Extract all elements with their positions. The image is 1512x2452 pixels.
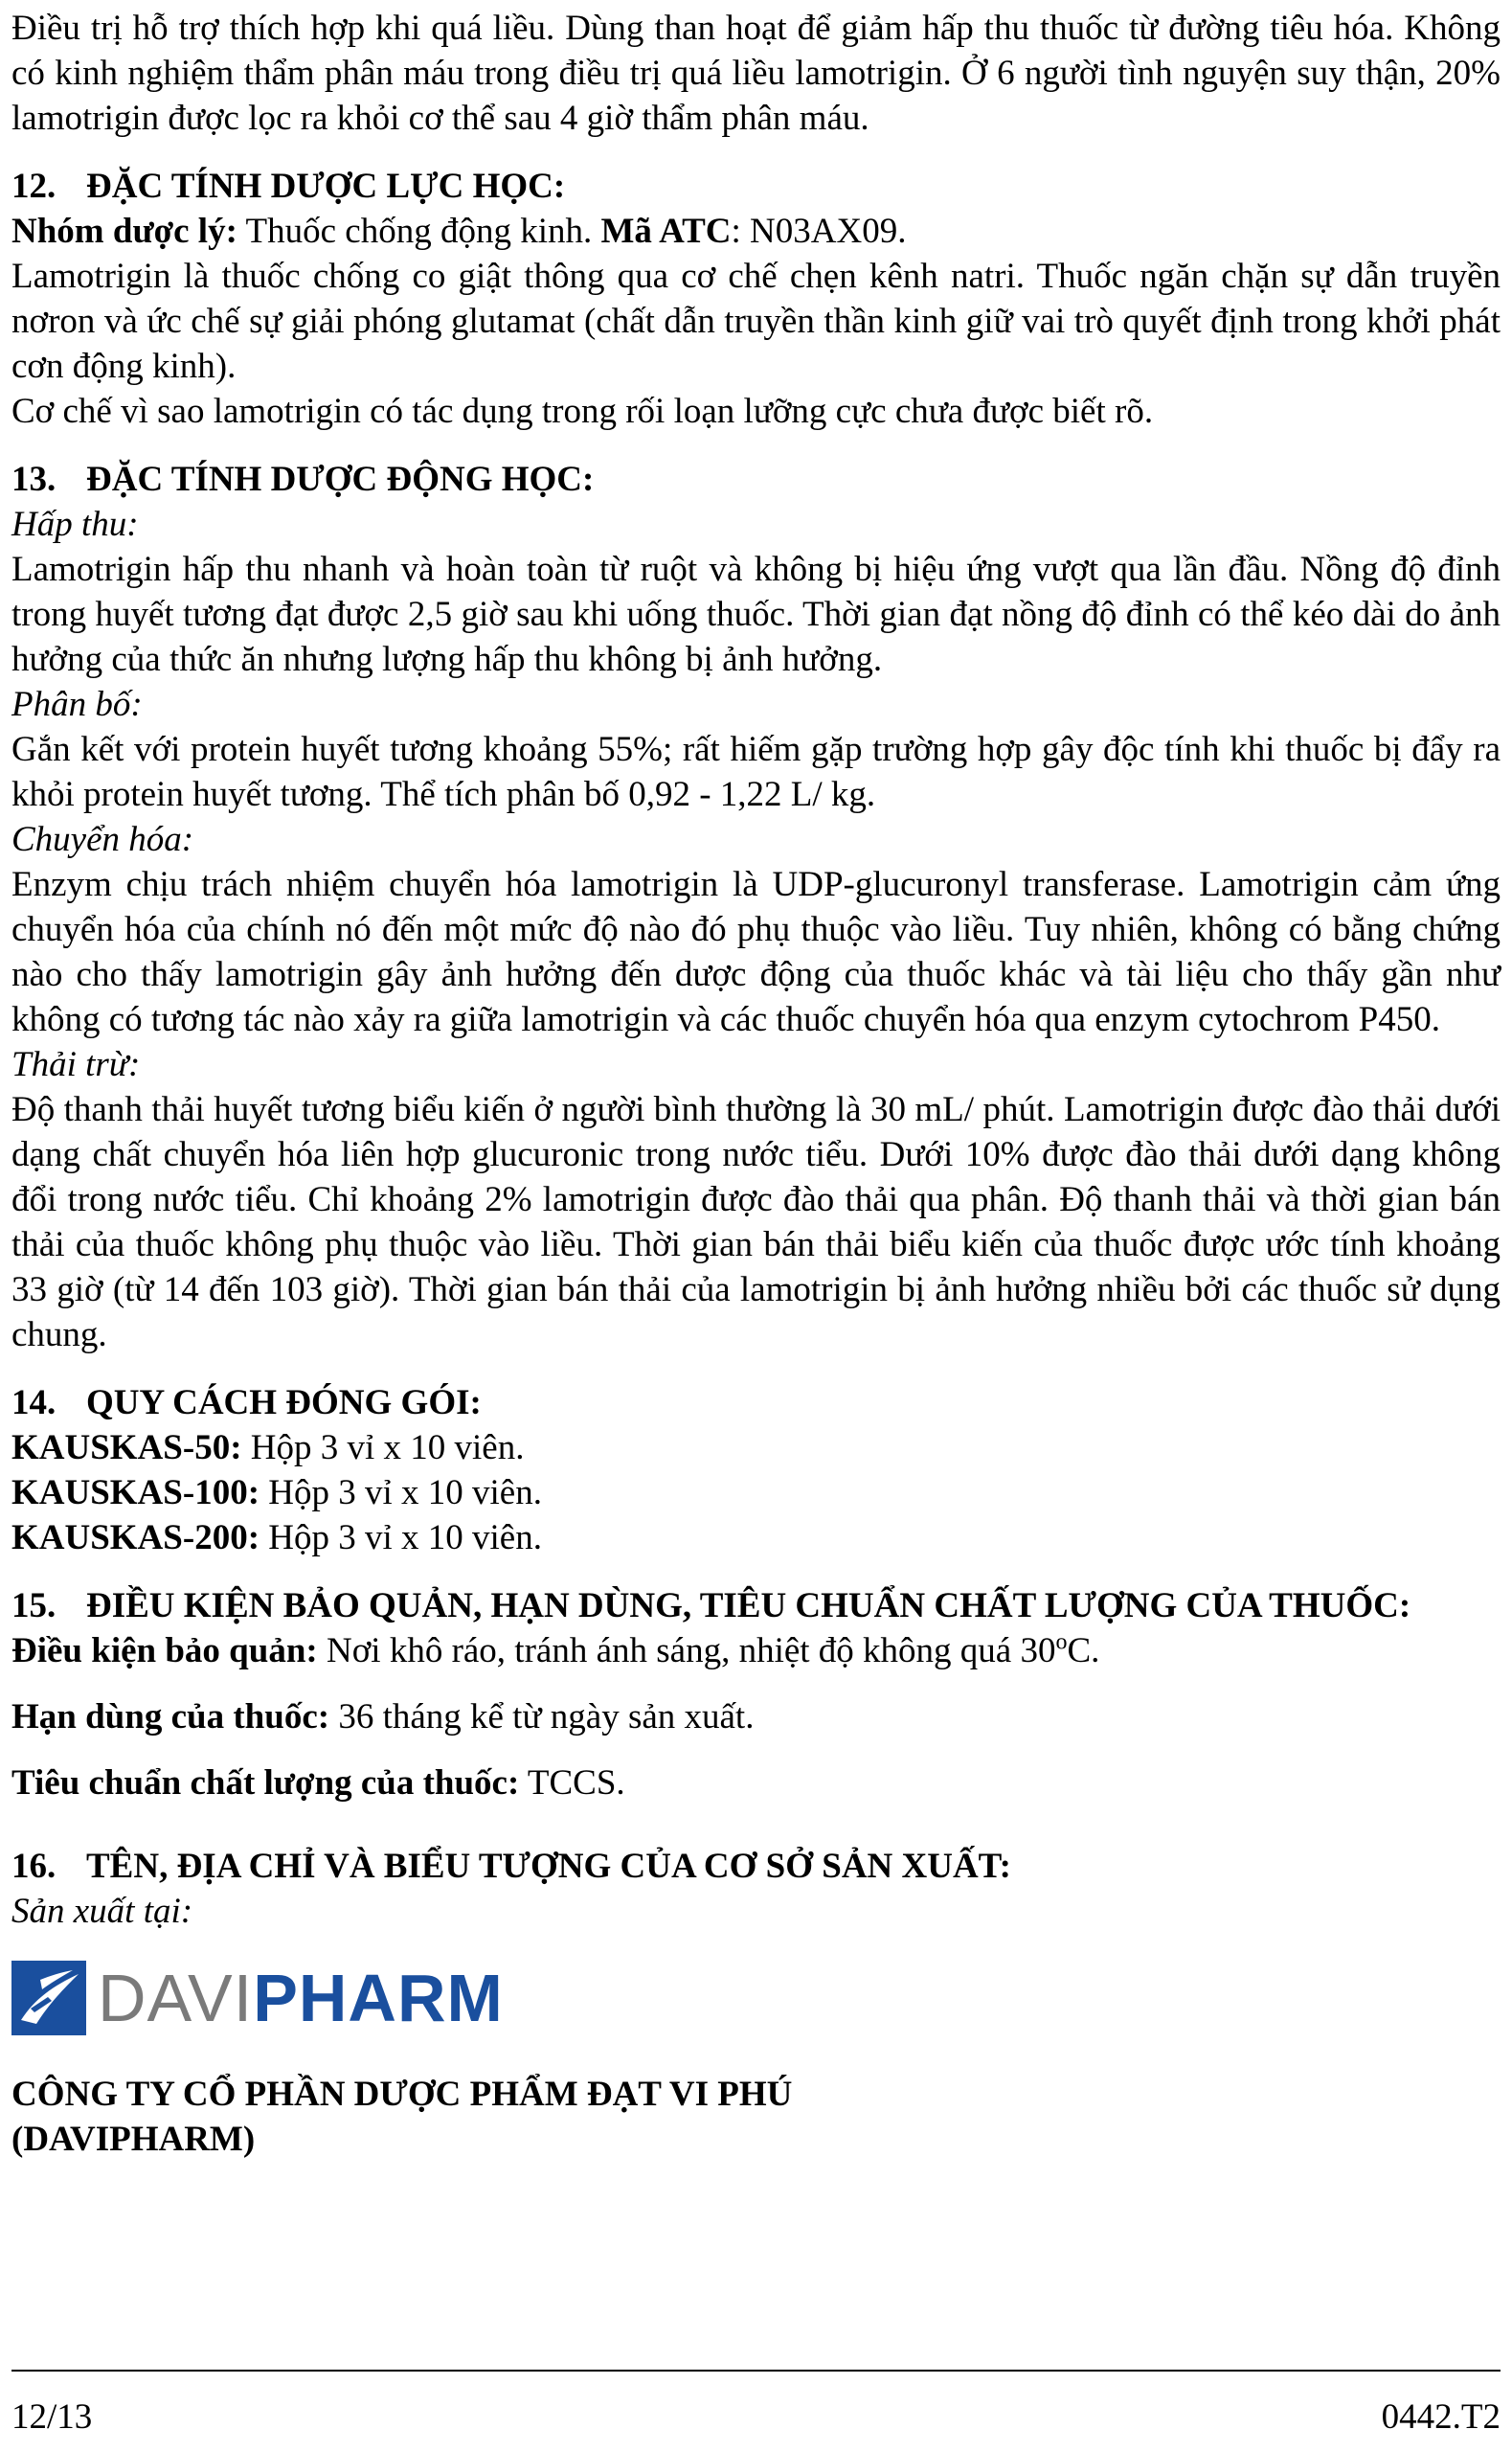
atc-value: : N03AX09. [731, 212, 907, 251]
quality-value: TCCS. [519, 1763, 625, 1803]
section-16-heading [11, 1844, 1501, 1889]
document-code: 0442.T2 [1381, 2397, 1501, 2437]
absorption-paragraph: Lamotrigin hấp thu nhanh và hoàn toàn từ ruột và không bị hiệu ứng vượt qua lần đầu. Nồng độ đỉnh trong huyết tương đạt được 2,5 giờ sau khi uống thuốc. Thời gian đạt nồng độ đỉnh có thể kéo dài do ảnh hưởng của thức ăn nhưng lượng hấp thu không bị ảnh hưởng. [11, 550, 1501, 679]
shelf-life [11, 1694, 1501, 1739]
section-number: 12. [11, 167, 56, 206]
quality-standard [11, 1760, 1501, 1805]
absorption-heading: Hấp thu: [11, 505, 139, 544]
packaging-item [11, 1515, 1501, 1560]
metabolism-heading: Chuyển hóa: [11, 820, 194, 859]
group-value: Thuốc chống động kinh. [237, 212, 601, 251]
company-short-name: (DAVIPHARM) [11, 2120, 256, 2159]
packaging-item [11, 1470, 1501, 1515]
section-13-heading [11, 457, 1501, 502]
bipolar-mechanism-paragraph: Cơ chế vì sao lamotrigin có tác dụng trong rối loạn lưỡng cực chưa được biết rõ. [11, 392, 1154, 431]
packaging-value: Hộp 3 vỉ x 10 viên. [260, 1473, 542, 1512]
section-number: 13. [11, 460, 56, 499]
logo-wordmark [98, 1961, 504, 2035]
section-title: ĐIỀU KIỆN BẢO QUẢN, HẠN DÙNG, TIÊU CHUẨN CHẤT LƯỢNG CỦA THUỐC: [86, 1586, 1411, 1625]
pharmacologic-group [11, 209, 1501, 254]
company-name: CÔNG TY CỔ PHẦN DƯỢC PHẨM ĐẠT VI PHÚ [11, 2075, 793, 2114]
section-14-heading [11, 1380, 1501, 1425]
storage-conditions [11, 1628, 1501, 1673]
shelf-label: Hạn dùng của thuốc: [11, 1697, 330, 1737]
section-15-heading [11, 1583, 1501, 1628]
elimination-paragraph: Độ thanh thải huyết tương biểu kiến ở người bình thường là 30 mL/ phút. Lamotrigin được đào thải dưới dạng chất chuyển hóa liên hợp glucuronic trong nước tiểu. Dưới 10% được đào thải dưới dạng không đổi trong nước tiểu. Chỉ khoảng 2% lamotrigin được đào thải qua phân. Độ thanh thải và thời gian bán thải của thuốc không phụ thuộc vào liều. Thời gian bán thải biểu kiến của thuốc được ước tính khoảng 33 giờ (từ 14 đến 103 giờ). Thời gian bán thải của lamotrigin bị ảnh hưởng nhiều bởi các thuốc sử dụng chung. [11, 1090, 1501, 1354]
davipharm-logo [11, 1957, 1501, 2039]
storage-value: Nơi khô ráo, tránh ánh sáng, nhiệt độ không quá 30 [317, 1631, 1056, 1670]
metabolism-paragraph: Enzym chịu trách nhiệm chuyển hóa lamotrigin là UDP-glucuronyl transferase. Lamotrigin cảm ứng chuyển hóa của chính nó đến một mức độ nào đó phụ thuộc vào liều. Tuy nhiên, không có bằng chứng nào cho thấy lamotrigin gây ảnh hưởng đến dược động của thuốc khác và tài liệu cho thấy gần như không có tương tác nào xảy ra giữa lamotrigin và các thuốc chuyển hóa qua enzym cytochrom P450. [11, 865, 1501, 1039]
atc-label: Mã ATC [600, 212, 732, 251]
packaging-value: Hộp 3 vỉ x 10 viên. [260, 1518, 542, 1557]
section-12-heading [11, 164, 1501, 209]
degree-superscript: o [1055, 1629, 1068, 1655]
section-number: 16. [11, 1847, 56, 1886]
page-number: 12/13 [11, 2397, 93, 2437]
made-at-label: Sản xuất tại: [11, 1892, 193, 1931]
storage-label: Điều kiện bảo quản: [11, 1631, 318, 1670]
document-page [11, 6, 1501, 2162]
packaging-label: KAUSKAS-100: [11, 1473, 260, 1512]
distribution-heading: Phân bố: [11, 685, 143, 724]
packaging-value: Hộp 3 vỉ x 10 viên. [241, 1428, 525, 1467]
packaging-label: KAUSKAS-50: [11, 1428, 242, 1467]
overdose-paragraph: Điều trị hỗ trợ thích hợp khi quá liều. Dùng than hoạt để giảm hấp thu thuốc từ đường tiêu hóa. Không có kinh nghiệm thẩm phân máu trong điều trị quá liều lamotrigin. Ở 6 người tình nguyện suy thận, 20% lamotrigin được lọc ra khỏi cơ thể sau 4 giờ thẩm phân máu. [11, 9, 1501, 138]
footer-divider [11, 2370, 1501, 2372]
quality-label: Tiêu chuẩn chất lượng của thuốc: [11, 1763, 520, 1803]
storage-unit: C. [1067, 1631, 1100, 1670]
section-title: ĐẶC TÍNH DƯỢC ĐỘNG HỌC: [86, 460, 595, 499]
elimination-heading: Thải trừ: [11, 1045, 141, 1084]
section-number: 15. [11, 1586, 56, 1625]
logo-word-davi: DAVI [98, 1961, 254, 2035]
page-footer [11, 2395, 1501, 2440]
section-number: 14. [11, 1383, 56, 1422]
shelf-value: 36 tháng kể từ ngày sản xuất. [329, 1697, 755, 1737]
davipharm-logo-icon [11, 1961, 86, 2035]
section-title: ĐẶC TÍNH DƯỢC LỰC HỌC: [86, 167, 566, 206]
packaging-item [11, 1425, 1501, 1470]
distribution-paragraph: Gắn kết với protein huyết tương khoảng 55%; rất hiếm gặp trường hợp gây độc tính khi thuốc bị đẩy ra khỏi protein huyết tương. Thể tích phân bố 0,92 - 1,22 L/ kg. [11, 730, 1501, 814]
packaging-label: KAUSKAS-200: [11, 1518, 260, 1557]
pharmacodynamics-paragraph: Lamotrigin là thuốc chống co giật thông qua cơ chế chẹn kênh natri. Thuốc ngăn chặn sự dẫn truyền nơron và ức chế sự giải phóng glutamat (chất dẫn truyền thần kinh giữ vai trò quyết định trong khởi phát cơn động kinh). [11, 257, 1501, 386]
group-label: Nhóm dược lý: [11, 212, 237, 251]
logo-word-pharm: PHARM [253, 1961, 504, 2035]
section-title: TÊN, ĐỊA CHỈ VÀ BIỂU TƯỢNG CỦA CƠ SỞ SẢN XUẤT: [86, 1847, 1011, 1886]
section-title: QUY CÁCH ĐÓNG GÓI: [86, 1383, 482, 1422]
